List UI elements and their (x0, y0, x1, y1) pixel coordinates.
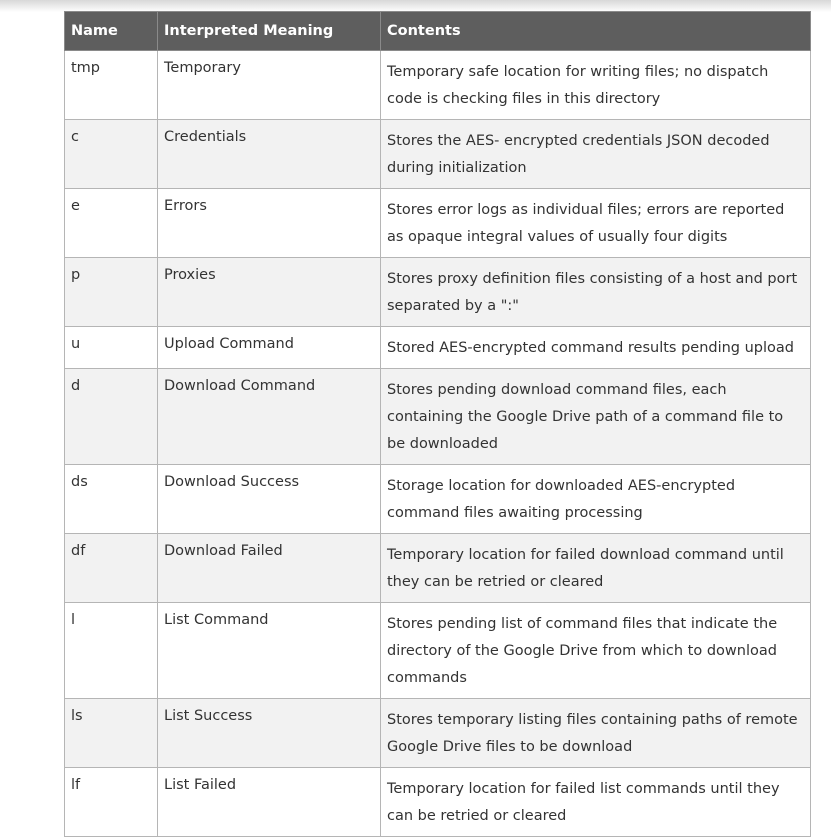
cell-name: d (65, 369, 158, 465)
cell-name: df (65, 534, 158, 603)
cell-name: u (65, 327, 158, 369)
table-row (65, 327, 811, 369)
cell-contents: Stores pending list of command files that indicate the directory of the Google Drive from which to download commands (381, 603, 811, 699)
cell-contents: Stores temporary listing files containing paths of remote Google Drive files to be download (381, 699, 811, 768)
cell-name: lf (65, 768, 158, 837)
cell-name: e (65, 189, 158, 258)
directory-table (64, 11, 811, 837)
cell-name: ls (65, 699, 158, 768)
cell-contents: Stores the AES- encrypted credentials JSON decoded during initialization (381, 120, 811, 189)
table-row (65, 534, 811, 603)
cell-meaning: Download Command (158, 369, 381, 465)
cell-name: c (65, 120, 158, 189)
cell-meaning: List Command (158, 603, 381, 699)
table-header-row (65, 12, 811, 51)
cell-meaning: Upload Command (158, 327, 381, 369)
cell-contents: Temporary location for failed download command until they can be retried or cleared (381, 534, 811, 603)
cell-meaning: List Failed (158, 768, 381, 837)
column-header-contents: Contents (381, 12, 811, 51)
table-row (65, 51, 811, 120)
cell-meaning: Proxies (158, 258, 381, 327)
table-row (65, 189, 811, 258)
cell-meaning: Download Success (158, 465, 381, 534)
table-row (65, 369, 811, 465)
column-header-name: Name (65, 12, 158, 51)
cell-meaning: Errors (158, 189, 381, 258)
cell-meaning: Temporary (158, 51, 381, 120)
cell-contents: Stores pending download command files, each containing the Google Drive path of a command file to be downloaded (381, 369, 811, 465)
cell-contents: Stores proxy definition files consisting of a host and port separated by a ":" (381, 258, 811, 327)
cell-contents: Temporary safe location for writing files; no dispatch code is checking files in this directory (381, 51, 811, 120)
table-row (65, 768, 811, 837)
cell-contents: Stored AES-encrypted command results pending upload (381, 327, 811, 369)
table-row (65, 465, 811, 534)
cell-meaning: Download Failed (158, 534, 381, 603)
cell-contents: Temporary location for failed list commands until they can be retried or cleared (381, 768, 811, 837)
cell-name: ds (65, 465, 158, 534)
cell-name: p (65, 258, 158, 327)
cell-meaning: Credentials (158, 120, 381, 189)
cell-name: tmp (65, 51, 158, 120)
cell-name: l (65, 603, 158, 699)
cell-meaning: List Success (158, 699, 381, 768)
table-row (65, 603, 811, 699)
table-row (65, 258, 811, 327)
cell-contents: Storage location for downloaded AES-encrypted command files awaiting processing (381, 465, 811, 534)
table-row (65, 699, 811, 768)
column-header-interpreted-meaning: Interpreted Meaning (158, 12, 381, 51)
table-row (65, 120, 811, 189)
cell-contents: Stores error logs as individual files; errors are reported as opaque integral values of usually four digits (381, 189, 811, 258)
